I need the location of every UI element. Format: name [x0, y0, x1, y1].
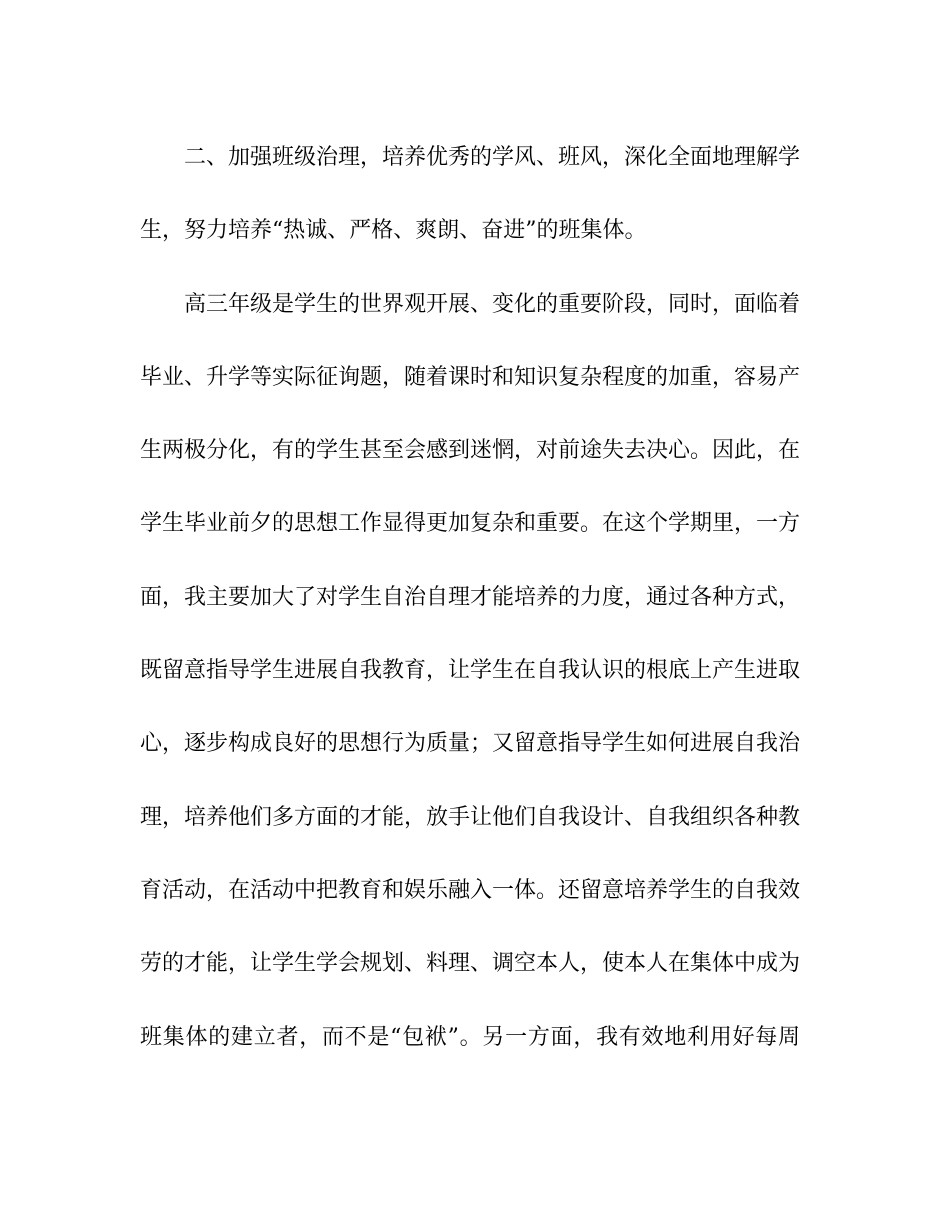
paragraph-heading-line-2	[140, 209, 800, 253]
text-line: 理，培养他们多方面的才能，放手让他们自我设计、自我组织各种教	[140, 804, 801, 830]
text-line: 高三年级是学生的世界观开展、变化的重要阶段，同时，面临着	[184, 291, 801, 317]
paragraph-body-line	[140, 429, 800, 473]
text-line: 学生毕业前夕的思想工作显得更加复杂和重要。在这个学期里，一方	[140, 511, 801, 537]
text-line: 班集体的建立者，而不是“包袱”。另一方面，我有效地利用好每周	[140, 1024, 800, 1050]
paragraph-body-line	[140, 942, 800, 986]
paragraph-body-line	[140, 796, 800, 840]
paragraph-body-line	[140, 576, 800, 620]
paragraph-body-line	[140, 356, 800, 400]
document-body	[140, 136, 800, 1089]
text-line: 心，逐步构成良好的思想行为质量；又留意指导学生如何进展自我治	[140, 731, 801, 757]
paragraph-body-line	[140, 649, 800, 693]
paragraph-body-line	[140, 869, 800, 913]
text-line: 劳的才能，让学生学会规划、料理、调空本人，使本人在集体中成为	[140, 951, 801, 977]
paragraph-body-line	[140, 722, 800, 766]
text-line: 育活动，在活动中把教育和娱乐融入一体。还留意培养学生的自我效	[140, 877, 801, 903]
paragraph-heading-line-1	[140, 136, 800, 180]
text-line: 面，我主要加大了对学生自治自理才能培养的力度，通过各种方式，	[140, 584, 801, 610]
paragraph-body-line	[140, 283, 800, 327]
text-line: 生两极分化，有的学生甚至会感到迷惘，对前途失去决心。因此，在	[140, 438, 801, 464]
text-line: 毕业、升学等实际征询题，随着课时和知识复杂程度的加重，容易产	[140, 364, 801, 390]
text-line: 既留意指导学生进展自我教育，让学生在自我认识的根底上产生进取	[140, 658, 801, 684]
paragraph-body-line	[140, 1016, 800, 1060]
paragraph-body-line	[140, 502, 800, 546]
text-line: 生，努力培养“热诚、严格、爽朗、奋进”的班集体。	[140, 218, 647, 244]
text-line: 二、加强班级治理，培养优秀的学风、班风，深化全面地理解学	[184, 145, 801, 170]
